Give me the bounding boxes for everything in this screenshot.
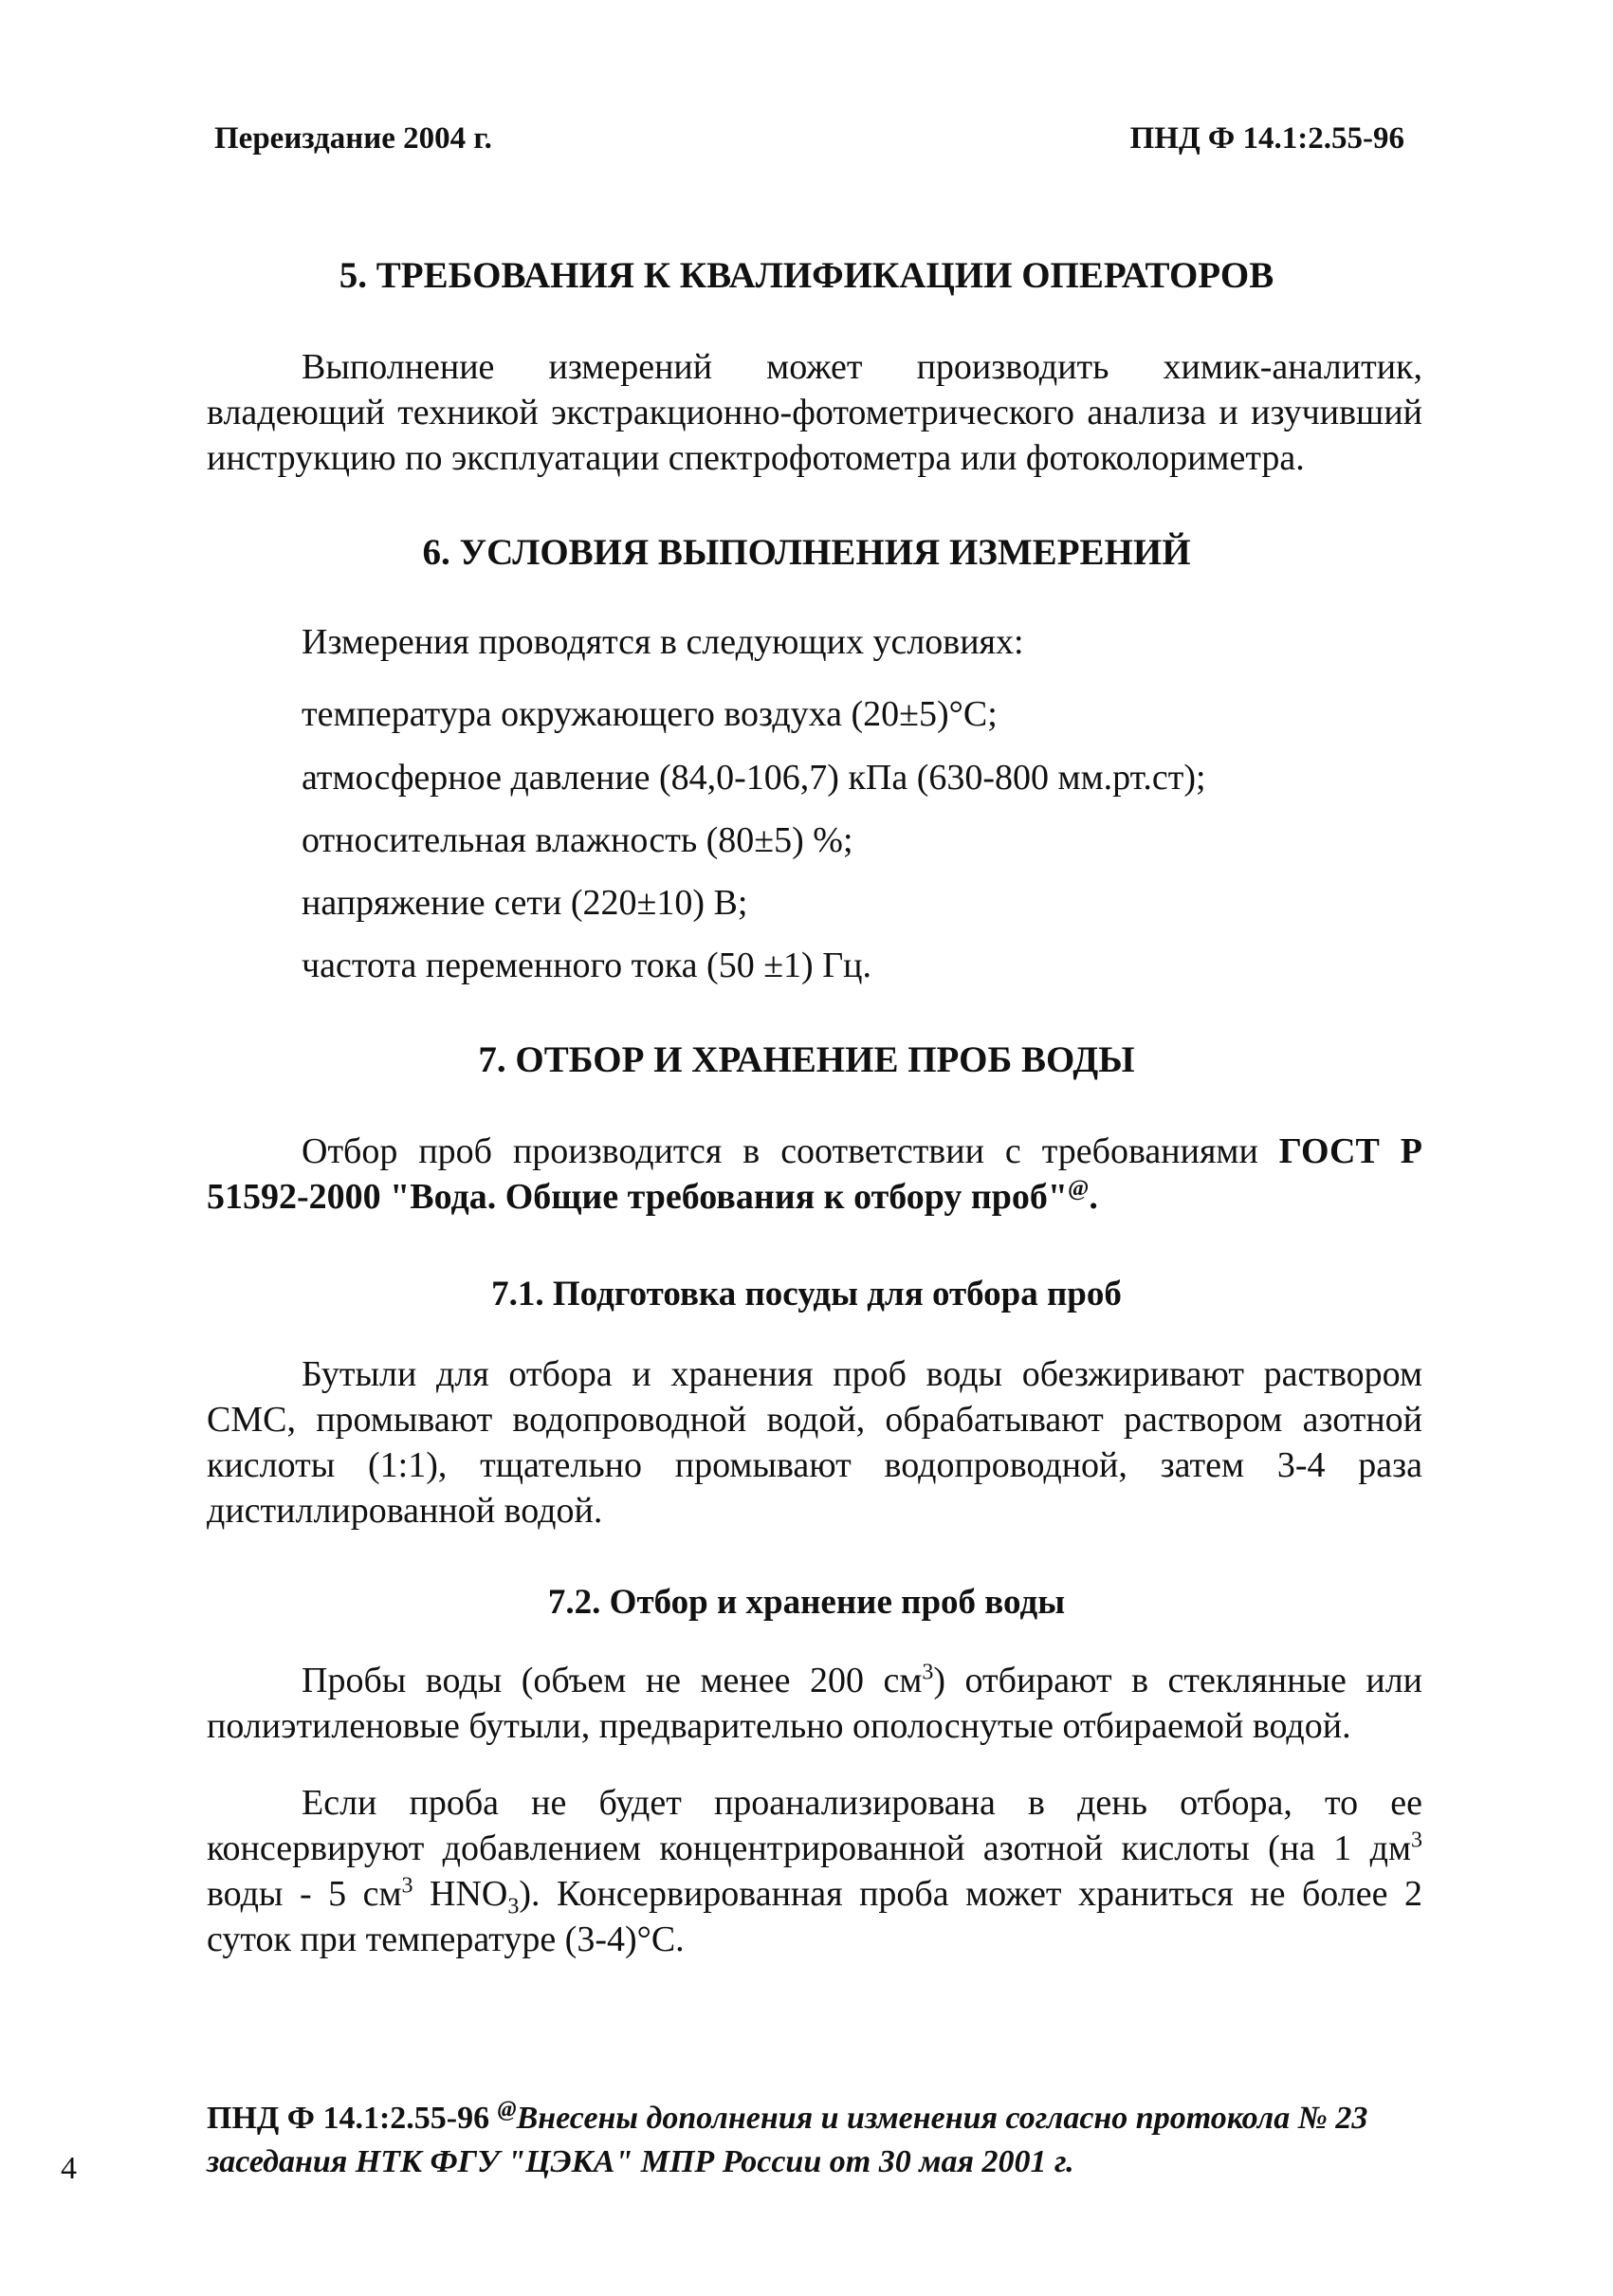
condition-temperature: температура окружающего воздуха (20±5)°С; (302, 694, 998, 734)
page-header-left: Переиздание 2004 г. (214, 121, 492, 156)
p2-text-a: Если проба не будет проанализирована в день отбора, то ее консервируют добавлением концентрированной азотной кислоты (на 1 дм (207, 1783, 1422, 1868)
page-number: 4 (61, 2151, 77, 2186)
section-5-title: 5. ТРЕБОВАНИЯ К КВАЛИФИКАЦИИ ОПЕРАТОРОВ (339, 255, 1274, 296)
p1-text-b: ) отбирают в стеклянные или полиэтиленовые бутыли, предварительно ополоснутые отбираемой водой. (207, 1661, 1422, 1746)
section-7-title: 7. ОТБОР И ХРАНЕНИЕ ПРОБ ВОДЫ (478, 1039, 1135, 1080)
section-7-2-paragraph-2 (207, 1780, 1422, 1962)
p1-text-a: Пробы воды (объем не менее 200 см (302, 1661, 923, 1700)
footnote (207, 2097, 1430, 2184)
section-7-1-title: 7.1. Подготовка посуды для отбора проб (491, 1275, 1122, 1313)
p2-text-d: ). Консервированная проба может храниться не более 2 суток при температуре (3-4)°С. (207, 1874, 1423, 1959)
p1-sup: 3 (922, 1660, 934, 1685)
section-6-intro: Измерения проводятся в следующих условиях: (302, 622, 1024, 662)
page-header-right: ПНД Ф 14.1:2.55-96 (1129, 121, 1404, 156)
amendment-mark: @ (1068, 1176, 1090, 1202)
footnote-text: Внесены дополнения и изменения согласно протокола № 23 заседания НТК ФГУ "ЦЭКА" МПР России от 30 мая 2001 г. (207, 2101, 1368, 2179)
section-7-1-text: Бутыли для отбора и хранения проб воды обезжиривают раствором СМС, промывают водопроводной водой, обрабатывают раствором азотной кислоты (1:1), тщательно промывают водопроводной, затем 3-4 раза дистиллированной водой. (207, 1354, 1422, 1531)
p2-sup-2: 3 (401, 1873, 413, 1899)
condition-humidity: относительная влажность (80±5) %; (302, 820, 853, 860)
condition-voltage: напряжение сети (220±10) В; (302, 883, 748, 923)
p2-sub: 3 (507, 1894, 520, 1919)
p2-sup-1: 3 (1411, 1828, 1422, 1853)
p2-text-c: HNO (412, 1874, 508, 1914)
section-7-2-title: 7.2. Отбор и хранение проб воды (547, 1583, 1066, 1622)
condition-pressure: атмосферное давление (84,0-106,7) кПа (630-800 мм.рт.ст); (302, 758, 1206, 798)
footnote-mark: @ (497, 2097, 517, 2122)
condition-frequency: частота переменного тока (50 ±1) Гц. (302, 946, 872, 985)
section-7-text (207, 1129, 1422, 1220)
section-7-text-end: . (1089, 1177, 1098, 1217)
section-5-text: Выполнение измерений может производить химик-аналитик, владеющий техникой экстракционно-фотометрического анализа и изучивший инструкцию по эксплуатации спектрофотометра или фотоколориметра. (207, 347, 1422, 478)
section-7-text-start: Отбор проб производится в соответствии с требованиями (302, 1131, 1279, 1171)
gost-reference: ГОСТ Р 51592-2000 "Вода. Общие требования к отбору проб" (207, 1131, 1422, 1217)
section-6-title: 6. УСЛОВИЯ ВЫПОЛНЕНИЯ ИЗМЕРЕНИЙ (422, 532, 1191, 573)
p2-text-b: воды - 5 см (207, 1874, 402, 1914)
section-7-2-paragraph-1 (207, 1658, 1422, 1749)
footnote-code: ПНД Ф 14.1:2.55-96 (207, 2101, 490, 2136)
